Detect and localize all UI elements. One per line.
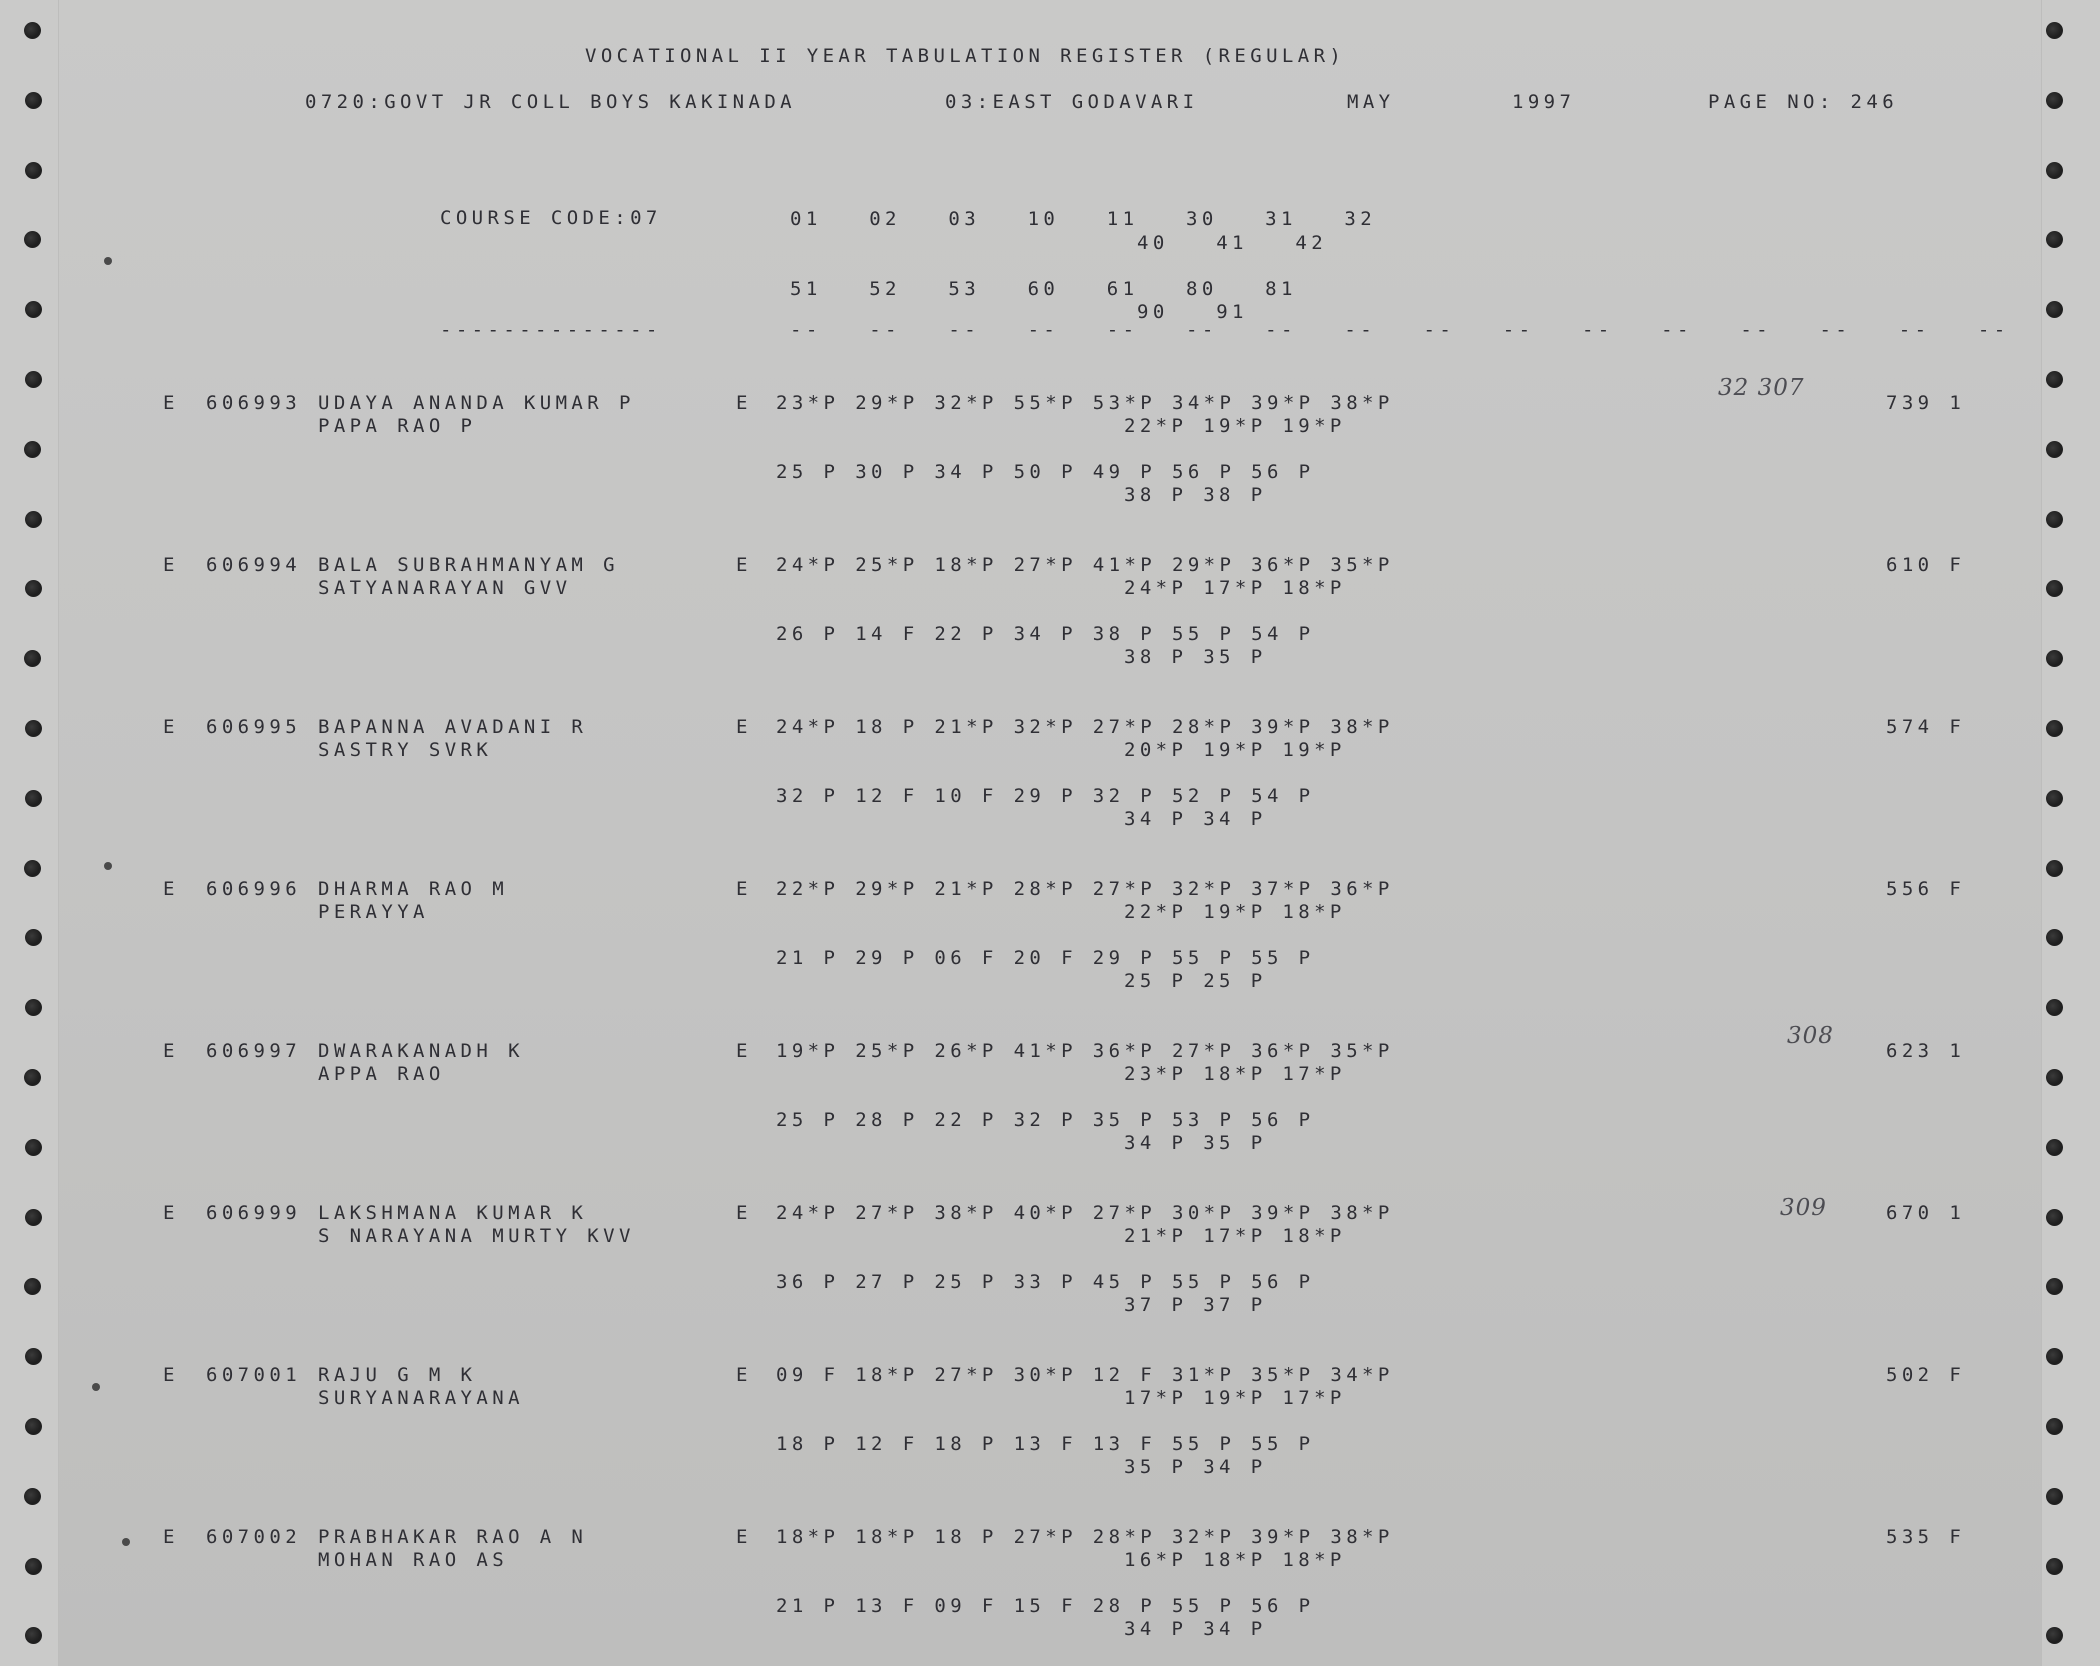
marks-row-2: 22*P 19*P 19*P (1124, 415, 1346, 437)
feed-hole (2046, 790, 2063, 807)
student-name: PRABHAKAR RAO A N (318, 1526, 588, 1548)
feed-hole (2046, 371, 2063, 388)
parent-name: S NARAYANA MURTY KVV (318, 1225, 635, 1247)
feed-hole (2046, 511, 2063, 528)
feed-hole (25, 162, 42, 179)
marks-row-1: 19*P 25*P 26*P 41*P 36*P 27*P 36*P 35*P (776, 1040, 1394, 1062)
marks-row-2: 23*P 18*P 17*P (1124, 1063, 1346, 1085)
handwritten-note: 32 307 (1718, 375, 1805, 401)
register-title: VOCATIONAL II YEAR TABULATION REGISTER (REGULAR) (585, 45, 1346, 67)
marks-row-4: 38 P 35 P (1124, 646, 1267, 668)
feed-hole (24, 441, 41, 458)
register-number: 606994 (206, 554, 302, 576)
feed-hole (2046, 1209, 2063, 1226)
record-type: E (163, 1040, 179, 1062)
total-and-result: 610 F (1886, 554, 1966, 576)
feed-hole (25, 92, 42, 109)
marks-row-3: 25 P 30 P 34 P 50 P 49 P 56 P 56 P (776, 461, 1315, 483)
feed-hole (24, 860, 41, 877)
total-and-result: 502 F (1886, 1364, 1966, 1386)
feed-hole (2046, 92, 2063, 109)
feed-hole (2046, 1069, 2063, 1086)
marks-row-1: 24*P 18 P 21*P 32*P 27*P 28*P 39*P 38*P (776, 716, 1394, 738)
record-type: E (163, 1526, 179, 1548)
right-tractor-strip (2041, 0, 2100, 1666)
page-number: PAGE NO: 246 (1708, 91, 1899, 113)
total-and-result: 670 1 (1886, 1202, 1966, 1224)
course-label-underline: -------------- (440, 319, 662, 341)
ink-speck (122, 1538, 130, 1546)
exam-month: MAY (1347, 91, 1395, 113)
subject-codes-row4: 90 91 (1137, 301, 1248, 323)
left-tractor-strip (0, 0, 59, 1666)
feed-hole (25, 790, 42, 807)
register-number: 606999 (206, 1202, 302, 1224)
student-name: DHARMA RAO M (318, 878, 509, 900)
parent-name: PERAYYA (318, 901, 429, 923)
subject-codes-row1: 01 02 03 10 11 30 31 32 (790, 208, 1377, 230)
total-and-result: 623 1 (1886, 1040, 1966, 1062)
feed-hole (2046, 860, 2063, 877)
marks-row-2: 21*P 17*P 18*P (1124, 1225, 1346, 1247)
total-and-result: 535 F (1886, 1526, 1966, 1548)
student-name: DWARAKANADH K (318, 1040, 524, 1062)
parent-name: MOHAN RAO AS (318, 1549, 509, 1571)
college-name: 0720:GOVT JR COLL BOYS KAKINADA (305, 91, 797, 113)
subject-codes-row2: 40 41 42 (1137, 232, 1328, 254)
marks-row-3: 26 P 14 F 22 P 34 P 38 P 55 P 54 P (776, 623, 1315, 645)
marks-row-3: 18 P 12 F 18 P 13 F 13 F 55 P 55 P (776, 1433, 1315, 1455)
marks-row-3: 21 P 13 F 09 F 15 F 28 P 55 P 56 P (776, 1595, 1315, 1617)
feed-hole (2046, 162, 2063, 179)
feed-hole (25, 720, 42, 737)
marks-row-1: 24*P 25*P 18*P 27*P 41*P 29*P 36*P 35*P (776, 554, 1394, 576)
record-type: E (163, 554, 179, 576)
medium-code: E (736, 1202, 752, 1224)
feed-hole (2046, 22, 2063, 39)
marks-row-2: 22*P 19*P 18*P (1124, 901, 1346, 923)
marks-row-4: 34 P 34 P (1124, 1618, 1267, 1640)
student-name: LAKSHMANA KUMAR K (318, 1202, 588, 1224)
marks-row-2: 24*P 17*P 18*P (1124, 577, 1346, 599)
marks-row-2: 16*P 18*P 18*P (1124, 1549, 1346, 1571)
record-type: E (163, 878, 179, 900)
register-number: 606996 (206, 878, 302, 900)
parent-name: SASTRY SVRK (318, 739, 493, 761)
handwritten-note: 308 (1787, 1023, 1834, 1049)
marks-row-4: 34 P 35 P (1124, 1132, 1267, 1154)
course-code-label: COURSE CODE:07 (440, 207, 662, 229)
ink-speck (104, 257, 112, 265)
record-type: E (163, 716, 179, 738)
total-and-result: 739 1 (1886, 392, 1966, 414)
student-name: BAPANNA AVADANI R (318, 716, 588, 738)
feed-hole (24, 1069, 41, 1086)
feed-hole (2046, 441, 2063, 458)
feed-hole (24, 22, 41, 39)
marks-row-3: 25 P 28 P 22 P 32 P 35 P 53 P 56 P (776, 1109, 1315, 1131)
parent-name: APPA RAO (318, 1063, 445, 1085)
total-and-result: 556 F (1886, 878, 1966, 900)
medium-code: E (736, 1526, 752, 1548)
ink-speck (92, 1383, 100, 1391)
medium-code: E (736, 716, 752, 738)
feed-hole (2046, 1488, 2063, 1505)
parent-name: PAPA RAO P (318, 415, 477, 437)
medium-code: E (736, 1364, 752, 1386)
feed-hole (24, 1488, 41, 1505)
total-and-result: 574 F (1886, 716, 1966, 738)
marks-row-4: 25 P 25 P (1124, 970, 1267, 992)
handwritten-note: 309 (1780, 1195, 1827, 1221)
feed-hole (2046, 720, 2063, 737)
feed-hole (2046, 1558, 2063, 1575)
record-type: E (163, 1364, 179, 1386)
medium-code: E (736, 878, 752, 900)
feed-hole (25, 1209, 42, 1226)
parent-name: SATYANARAYAN GVV (318, 577, 572, 599)
marks-row-1: 18*P 18*P 18 P 27*P 28*P 32*P 39*P 38*P (776, 1526, 1394, 1548)
parent-name: SURYANARAYANA (318, 1387, 524, 1409)
exam-year: 1997 (1512, 91, 1576, 113)
student-name: BALA SUBRAHMANYAM G (318, 554, 619, 576)
marks-row-1: 23*P 29*P 32*P 55*P 53*P 34*P 39*P 38*P (776, 392, 1394, 414)
register-number: 606993 (206, 392, 302, 414)
student-name: UDAYA ANANDA KUMAR P (318, 392, 635, 414)
feed-hole (25, 511, 42, 528)
record-type: E (163, 1202, 179, 1224)
student-name: RAJU G M K (318, 1364, 477, 1386)
medium-code: E (736, 554, 752, 576)
subject-codes-row3: 51 52 53 60 61 80 81 (790, 278, 1297, 300)
marks-row-4: 35 P 34 P (1124, 1456, 1267, 1478)
marks-row-4: 34 P 34 P (1124, 808, 1267, 830)
feed-hole (25, 1558, 42, 1575)
marks-row-4: 38 P 38 P (1124, 484, 1267, 506)
marks-row-2: 17*P 19*P 17*P (1124, 1387, 1346, 1409)
feed-hole (25, 371, 42, 388)
medium-code: E (736, 392, 752, 414)
marks-row-2: 20*P 19*P 19*P (1124, 739, 1346, 761)
register-number: 607001 (206, 1364, 302, 1386)
marks-row-3: 32 P 12 F 10 F 29 P 32 P 52 P 54 P (776, 785, 1315, 807)
marks-row-3: 36 P 27 P 25 P 33 P 45 P 55 P 56 P (776, 1271, 1315, 1293)
marks-row-1: 09 F 18*P 27*P 30*P 12 F 31*P 35*P 34*P (776, 1364, 1394, 1386)
marks-row-3: 21 P 29 P 06 F 20 F 29 P 55 P 55 P (776, 947, 1315, 969)
register-number: 606995 (206, 716, 302, 738)
district-name: 03:EAST GODAVARI (945, 91, 1199, 113)
feed-hole (2046, 1418, 2063, 1435)
register-number: 606997 (206, 1040, 302, 1062)
feed-hole (25, 1139, 42, 1156)
record-type: E (163, 392, 179, 414)
register-number: 607002 (206, 1526, 302, 1548)
marks-row-1: 22*P 29*P 21*P 28*P 27*P 32*P 37*P 36*P (776, 878, 1394, 900)
marks-row-1: 24*P 27*P 38*P 40*P 27*P 30*P 39*P 38*P (776, 1202, 1394, 1224)
marks-row-4: 37 P 37 P (1124, 1294, 1267, 1316)
ink-speck (104, 862, 112, 870)
feed-hole (25, 1418, 42, 1435)
feed-hole (2046, 1139, 2063, 1156)
subject-codes-underline: -- -- -- -- -- -- -- -- -- -- -- -- -- -- -- -- (790, 319, 2010, 341)
medium-code: E (736, 1040, 752, 1062)
